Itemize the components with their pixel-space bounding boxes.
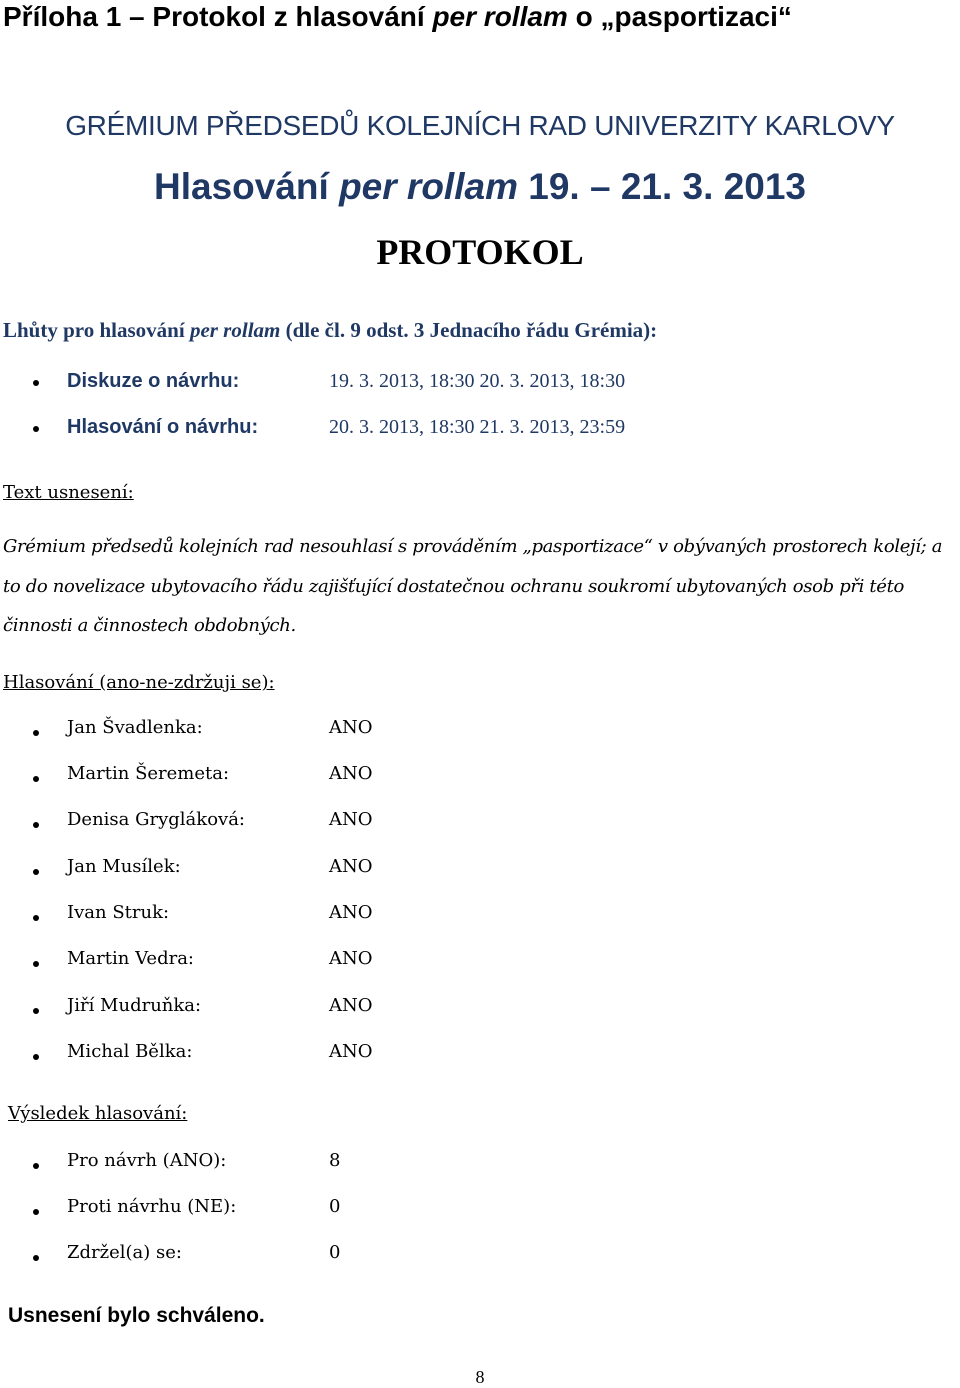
result-value: 0 [329,1242,341,1263]
voter-name: Michal Bělka: [67,1041,193,1062]
deadlines-heading-text: Lhůty pro hlasování [3,318,190,342]
bullet-icon [33,1163,39,1169]
result-label: Proti návrhu (NE): [67,1196,237,1217]
vote-value: ANO [329,902,373,923]
bullet-icon [33,822,39,828]
bullet-icon [33,426,39,432]
page-number: 8 [475,1367,485,1387]
result-label: Zdržel(a) se: [67,1242,182,1263]
voter-name: Ivan Struk: [67,902,170,923]
voting-heading: Hlasování (ano-ne-zdržuji se): [3,672,275,693]
bullet-icon [33,1209,39,1215]
vote-value: ANO [329,856,373,877]
title-text: Příloha 1 – Protokol z hlasování [3,1,433,32]
bullet-icon [33,1008,39,1014]
bullet-icon [33,380,39,386]
result-value: 0 [329,1196,341,1217]
vote-value: ANO [329,995,373,1016]
bullet-icon [33,1255,39,1261]
bullet-icon [33,915,39,921]
result-heading: Výsledek hlasování: [8,1103,188,1124]
vote-value: ANO [329,763,373,784]
bullet-icon [33,961,39,967]
resolution-heading: Text usnesení: [3,482,134,503]
final-statement: Usnesení bylo schváleno. [8,1304,265,1327]
bullet-icon [33,730,39,736]
vote-value: ANO [329,948,373,969]
protocol-heading: PROTOKOL [376,232,584,272]
vote-title-dates: 19. – 21. 3. 2013 [517,166,806,207]
voter-name: Jiří Mudruňka: [67,995,202,1016]
title-italic: per rollam [432,1,568,32]
voter-name: Denisa Grygláková: [67,809,245,830]
document-title [3,0,792,34]
bullet-icon [33,1054,39,1060]
deadline-label: Hlasování o návrhu: [67,416,259,438]
resolution-text: Grémium předsedů kolejních rad nesouhlasí s prováděním „pasportizace“ v obývaných prostorech kolejí; a to do novelizace ubytovacího řádu zajišťující dostatečnou ochranu soukromí ubytovaných osob při této činnosti a činnostech obdobných. [3,536,943,636]
vote-value: ANO [329,1041,373,1062]
voter-name: Jan Švadlenka: [67,717,203,738]
vote-value: ANO [329,717,373,738]
deadline-value: 19. 3. 2013, 18:30 20. 3. 2013, 18:30 [329,370,626,392]
result-value: 8 [329,1150,341,1171]
result-label: Pro návrh (ANO): [67,1150,227,1171]
deadline-label: Diskuze o návrhu: [67,370,240,392]
title-text-end: o „pasportizaci“ [567,1,792,32]
voter-name: Martin Vedra: [67,948,194,969]
voter-name: Martin Šeremeta: [67,763,230,784]
deadlines-heading-end: (dle čl. 9 odst. 3 Jednacího řádu Grémia): [280,318,658,342]
deadlines-heading-italic: per rollam [189,318,281,342]
vote-title [0,165,960,209]
vote-title-text: Hlasování [154,166,340,207]
deadline-value: 20. 3. 2013, 18:30 21. 3. 2013, 23:59 [329,416,626,438]
deadlines-heading [3,316,657,344]
bullet-icon [33,776,39,782]
vote-title-italic: per rollam [339,166,518,207]
bullet-icon [33,869,39,875]
organization-name: GRÉMIUM PŘEDSEDŮ KOLEJNÍCH RAD UNIVERZITY KARLOVY [65,110,895,141]
vote-value: ANO [329,809,373,830]
voter-name: Jan Musílek: [67,856,181,877]
